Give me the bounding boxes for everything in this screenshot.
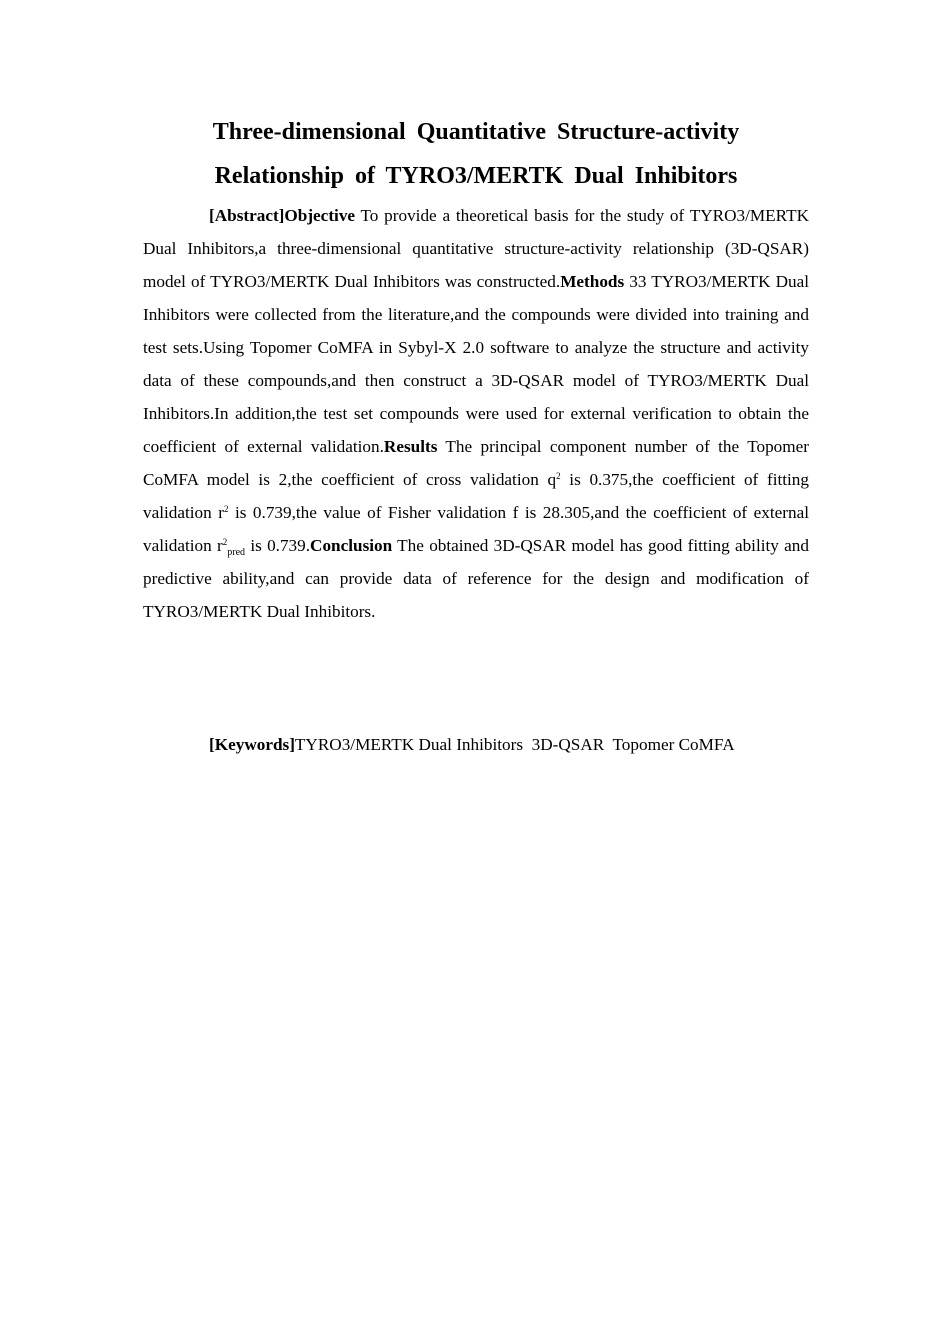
results-text-part-3: is 0.739,the value of Fisher validation f is 28.305,and the coefficient of external validation r xyxy=(143,503,810,555)
keywords-label: [Keywords] xyxy=(209,735,295,754)
conclusion-label: Conclusion xyxy=(310,536,393,555)
keywords-text: TYRO3/MERTK Dual Inhibitors 3D-QSAR Topomer CoMFA xyxy=(294,735,735,754)
q-squared-superscript: 2 xyxy=(556,471,561,481)
objective-text: To provide a theoretical basis for the study of TYRO3/MERTK Dual Inhibitors,a three-dimensional quantitative structure-activity relationship (3D-QSAR) model of TYRO3/MERTK Dual Inhibitors was constructed. xyxy=(143,206,809,291)
results-label: Results xyxy=(383,437,438,456)
paper-title-line-1: Three-dimensional Quantitative Structure-activity xyxy=(212,119,740,145)
r-pred-superscript: 2 xyxy=(222,537,228,547)
results-text-part-4: is 0.739. xyxy=(245,536,311,555)
r-pred-subscript: pred xyxy=(227,547,246,558)
abstract-paragraph xyxy=(143,199,809,628)
results-text-part-2: is 0.375,the coefficient of fitting validation r xyxy=(143,470,809,522)
conclusion-text: The obtained 3D-QSAR model has good fitting ability and predictive ability,and can provide data of reference for the design and modification of TYRO3/MERTK Dual Inhibitors. xyxy=(143,536,809,621)
keywords-line xyxy=(209,728,829,761)
objective-label: Objective xyxy=(284,206,356,225)
paper-title-line-2: Relationship of TYRO3/MERTK Dual Inhibitors xyxy=(214,163,738,189)
paper-title xyxy=(143,110,809,198)
abstract-label: [Abstract] xyxy=(209,206,285,225)
methods-label: Methods xyxy=(560,272,625,291)
methods-text: 33 TYRO3/MERTK Dual Inhibitors were collected from the literature,and the compounds were divided into training and test sets.Using Topomer CoMFA in Sybyl-X 2.0 software to analyze the structure and activity data of these compounds,and then construct a 3D-QSAR model of TYRO3/MERTK Dual Inhibitors.In addition,the test set compounds were used for external verification to obtain the coefficient of external validation. xyxy=(143,272,809,456)
r-squared-superscript: 2 xyxy=(223,504,229,514)
results-text-part-1: The principal component number of the Topomer CoMFA model is 2,the coefficient of cross validation q xyxy=(143,437,809,489)
